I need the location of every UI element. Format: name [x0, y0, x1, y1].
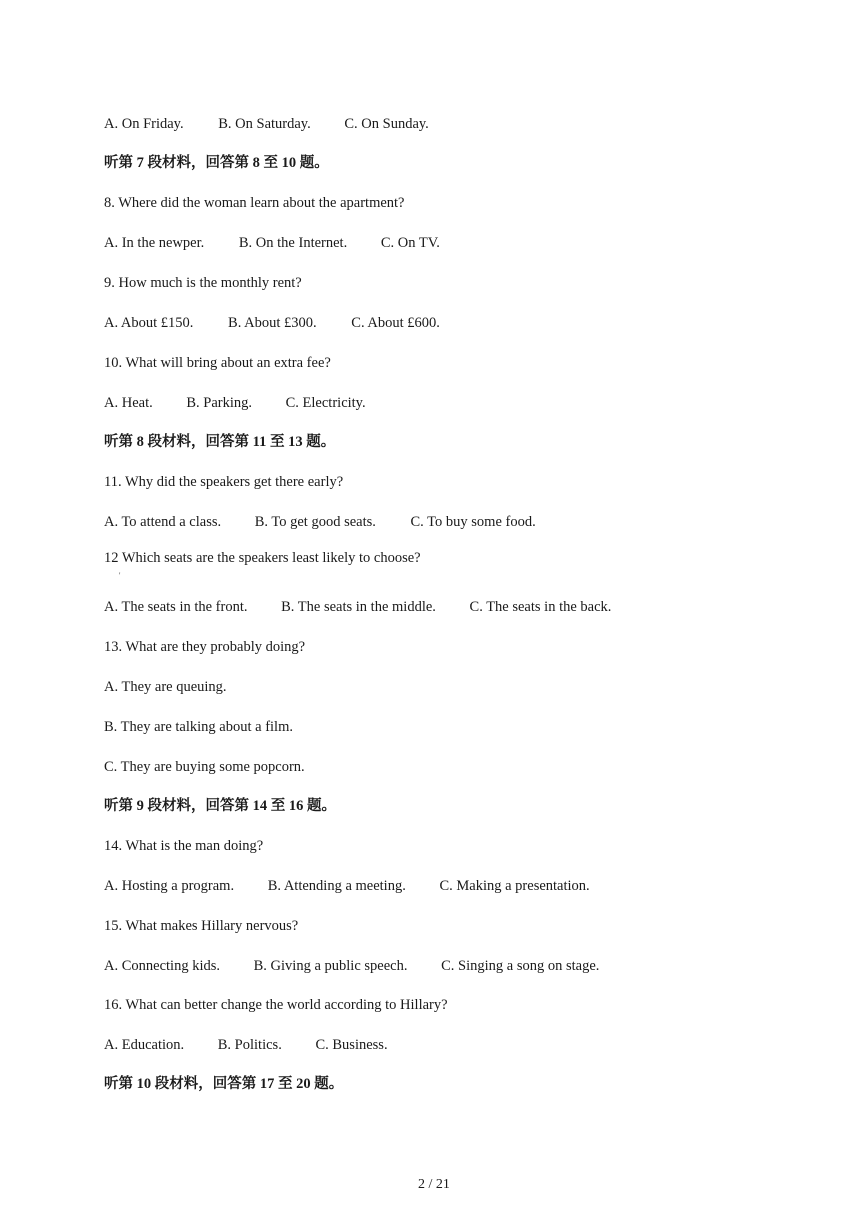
option-a: A. To attend a class. — [104, 514, 222, 530]
options-row-q12 — [104, 598, 611, 616]
option-c: C. On Sunday. — [344, 116, 429, 132]
option-b: B. On the Internet. — [238, 235, 348, 251]
question-8: 8. Where did the woman learn about the apartment? — [104, 195, 405, 211]
question-9: 9. How much is the monthly rent? — [104, 275, 302, 291]
option-a: A. About £150. — [104, 315, 194, 331]
options-row-q10 — [104, 394, 366, 412]
option-a: A. The seats in the front. — [104, 599, 248, 615]
options-row-q9 — [104, 314, 440, 332]
question-11: 11. Why did the speakers get there early? — [104, 474, 344, 490]
section-header-8: 听第 8 段材料，回答第 11 至 13 题。 — [104, 434, 336, 450]
question-16: 16. What can better change the world according to Hillary? — [104, 997, 448, 1013]
option-b: B. Parking. — [186, 395, 252, 411]
options-row-q15 — [104, 957, 599, 975]
option-b: B. Giving a public speech. — [253, 958, 408, 974]
option-a: A. In the newper. — [104, 235, 205, 251]
section-header-10: 听第 10 段材料，回答第 17 至 20 题。 — [104, 1076, 344, 1092]
section-header-7: 听第 7 段材料，回答第 8 至 10 题。 — [104, 155, 329, 171]
option-c: C. To buy some food. — [410, 514, 536, 530]
question-14: 14. What is the man doing? — [104, 838, 264, 854]
option-a: A. Hosting a program. — [104, 878, 235, 894]
options-row-q14 — [104, 877, 590, 895]
option-c: C. On TV. — [380, 235, 440, 251]
page-number: 2 / 21 — [418, 1177, 450, 1192]
options-row-q16 — [104, 1036, 388, 1054]
option-b: B. The seats in the middle. — [281, 599, 436, 615]
option-a: A. Education. — [104, 1037, 185, 1053]
options-row-q11 — [104, 513, 536, 531]
question-15: 15. What makes Hillary nervous? — [104, 918, 299, 934]
option-13c: C. They are buying some popcorn. — [104, 759, 305, 775]
option-b: B. About £300. — [228, 315, 317, 331]
option-a: A. Heat. — [104, 395, 153, 411]
option-c: C. Making a presentation. — [439, 878, 590, 894]
option-13a: A. They are queuing. — [104, 679, 227, 695]
stray-mark: ' — [119, 571, 121, 580]
option-c: C. The seats in the back. — [469, 599, 612, 615]
option-b: B. Attending a meeting. — [267, 878, 406, 894]
options-row-q8 — [104, 234, 440, 252]
section-header-9: 听第 9 段材料，回答第 14 至 16 题。 — [104, 798, 336, 814]
option-a: A. On Friday. — [104, 116, 184, 132]
option-b: B. On Saturday. — [218, 116, 311, 132]
option-a: A. Connecting kids. — [104, 958, 220, 974]
option-c: C. Business. — [315, 1037, 388, 1053]
option-b: B. To get good seats. — [254, 514, 376, 530]
question-12: 12 Which seats are the speakers least likely to choose? — [104, 550, 421, 566]
options-row-q7 — [104, 115, 429, 133]
option-c: C. About £600. — [351, 315, 440, 331]
option-c: C. Singing a song on stage. — [441, 958, 600, 974]
option-13b: B. They are talking about a film. — [104, 719, 293, 735]
option-c: C. Electricity. — [285, 395, 366, 411]
question-10: 10. What will bring about an extra fee? — [104, 355, 331, 371]
question-13: 13. What are they probably doing? — [104, 639, 306, 655]
option-b: B. Politics. — [217, 1037, 282, 1053]
